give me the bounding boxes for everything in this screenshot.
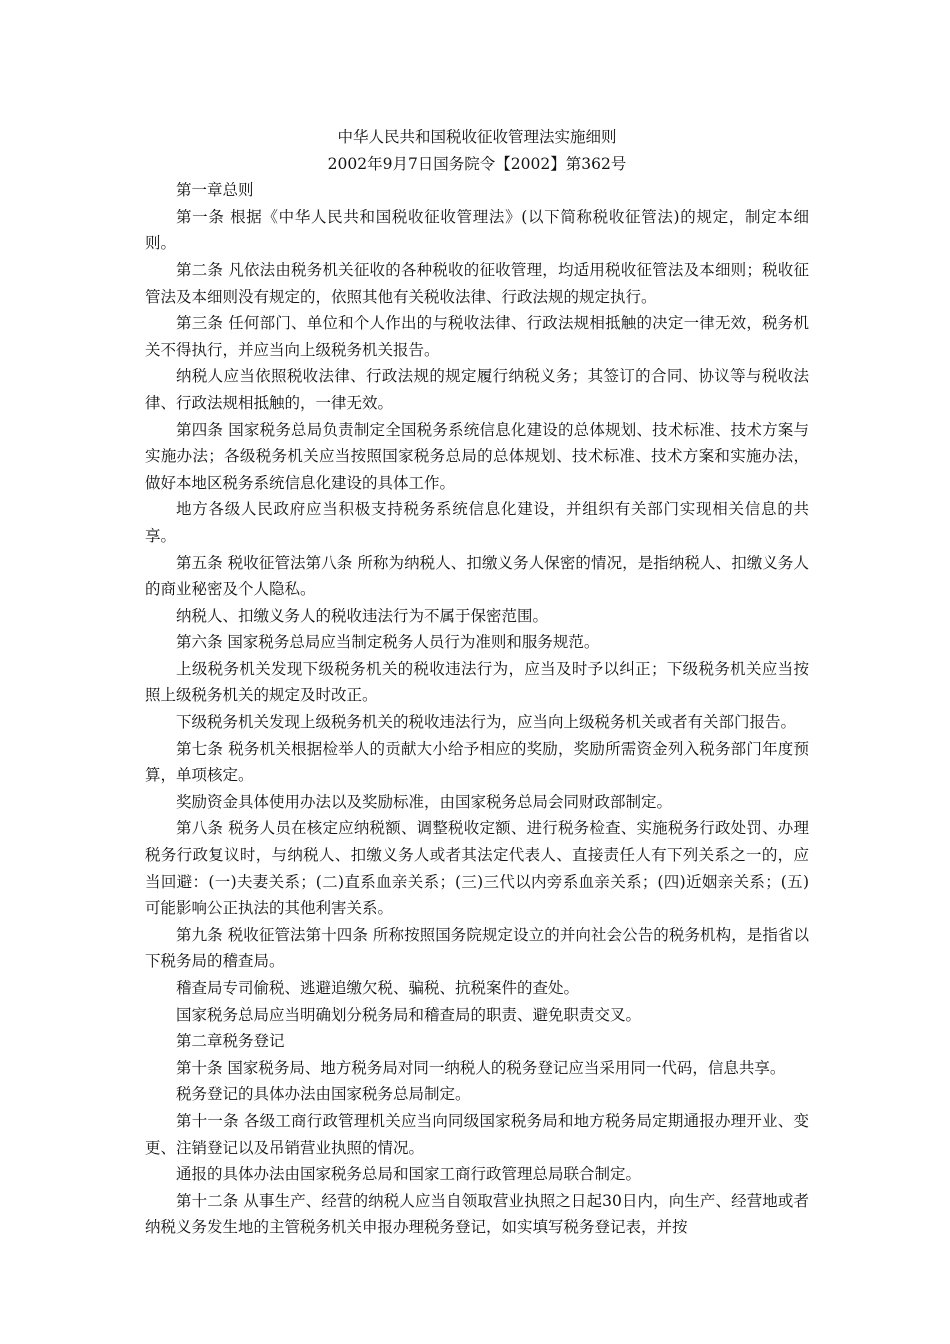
document-subtitle: 2002年9月7日国务院令【2002】第362号 (327, 154, 627, 173)
article-paragraph: 第五条 税收征管法第八条 所称为纳税人、扣缴义务人保密的情况，是指纳税人、扣缴义务人的商业秘密及个人隐私。 (145, 553, 809, 599)
article-paragraph: 纳税人、扣缴义务人的税收违法行为不属于保密范围。 (176, 606, 549, 625)
article-paragraph: 第八条 税务人员在核定应纳税额、调整税收定额、进行税务检查、实施税务行政处罚、办理税务行政复议时，与纳税人、扣缴义务人或者其法定代表人、直接责任人有下列关系之一的，应当回避：(一)夫妻关系；(二)直系血亲关系；(三)三代以内旁系血亲关系；(四)近姻亲关系；(五)可能影响公正执法的其他利害关系。 (145, 819, 809, 918)
article-paragraph: 第三条 任何部门、单位和个人作出的与税收法律、行政法规相抵触的决定一律无效，税务机关不得执行，并应当向上级税务机关报告。 (145, 314, 809, 359)
document-page (145, 124, 809, 1241)
article-paragraph: 稽查局专司偷税、逃避追缴欠税、骗税、抗税案件的查处。 (176, 979, 580, 997)
article-paragraph: 第四条 国家税务总局负责制定全国税务系统信息化建设的总体规划、技术标准、技术方案与实施办法；各级税务机关应当按照国家税务总局的总体规划、技术标准、技术方案和实施办法，做好本地区税务系统信息化建设的具体工作。 (145, 420, 809, 492)
article-paragraph: 第九条 税收征管法第十四条 所称按照国务院规定设立的并向社会公告的税务机构，是指省以下税务局的稽查局。 (145, 925, 809, 971)
article-paragraph: 下级税务机关发现上级税务机关的税收违法行为，应当向上级税务机关或者有关部门报告。 (176, 713, 797, 732)
article-paragraph: 税务登记的具体办法由国家税务总局制定。 (176, 1085, 471, 1104)
article-paragraph: 上级税务机关发现下级税务机关的税收违法行为，应当及时予以纠正；下级税务机关应当按照上级税务机关的规定及时改正。 (145, 659, 809, 705)
article-paragraph: 地方各级人民政府应当积极支持税务系统信息化建设，并组织有关部门实现相关信息的共享。 (145, 500, 809, 545)
article-paragraph: 第十二条 从事生产、经营的纳税人应当自领取营业执照之日起30日内，向生产、经营地或者纳税义务发生地的主管税务机关申报办理税务登记，如实填写税务登记表，并按 (145, 1191, 809, 1237)
article-paragraph: 第七条 税务机关根据检举人的贡献大小给予相应的奖励，奖励所需资金列入税务部门年度预算，单项核定。 (145, 739, 809, 785)
article-paragraph: 第六条 国家税务总局应当制定税务人员行为准则和服务规范。 (176, 633, 600, 652)
article-paragraph: 第十条 国家税务局、地方税务局对同一纳税人的税务登记应当采用同一代码，信息共享。 (176, 1058, 786, 1077)
document-title: 中华人民共和国税收征收管理法实施细则 (337, 128, 617, 146)
article-paragraph: 通报的具体办法由国家税务总局和国家工商行政管理总局联合制定。 (176, 1165, 642, 1184)
article-paragraph: 纳税人应当依照税收法律、行政法规的规定履行纳税义务；其签订的合同、协议等与税收法律、行政法规相抵触的，一律无效。 (145, 367, 809, 412)
chapter-heading: 第一章总则 (176, 181, 254, 200)
article-paragraph: 第一条 根据《中华人民共和国税收征收管理法》(以下简称税收征管法)的规定，制定本细则。 (145, 207, 809, 253)
article-paragraph: 国家税务总局应当明确划分税务局和稽查局的职责、避免职责交叉。 (176, 1005, 642, 1024)
article-paragraph: 第十一条 各级工商行政管理机关应当向同级国家税务局和地方税务局定期通报办理开业、变更、注销登记以及吊销营业执照的情况。 (145, 1111, 809, 1157)
article-paragraph: 第二条 凡依法由税务机关征收的各种税收的征收管理，均适用税收征管法及本细则；税收征管法及本细则没有规定的，依照其他有关税收法律、行政法规的规定执行。 (145, 260, 809, 306)
article-paragraph: 奖励资金具体使用办法以及奖励标准，由国家税务总局会同财政部制定。 (176, 792, 673, 811)
chapter-heading: 第二章税务登记 (176, 1032, 285, 1051)
